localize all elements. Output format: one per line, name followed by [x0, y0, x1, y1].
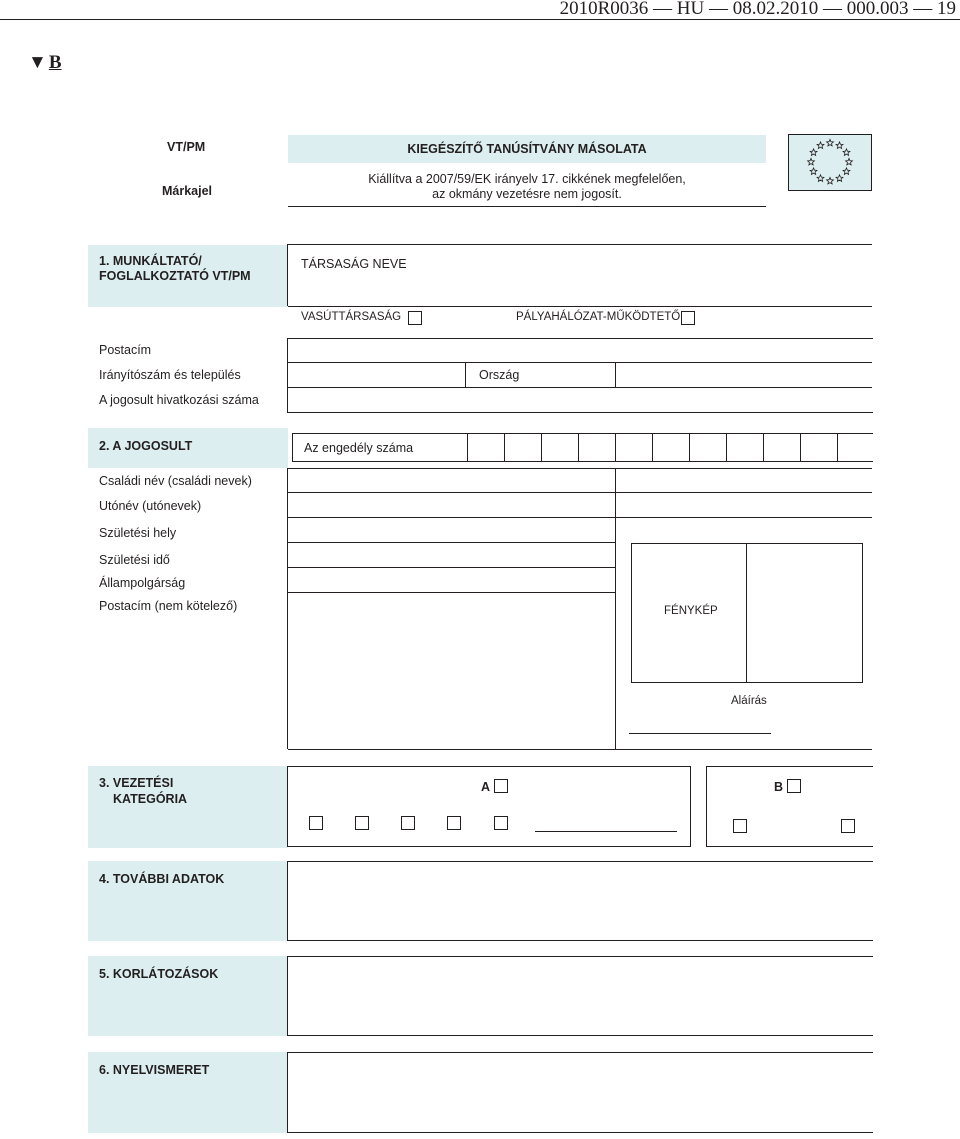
- header-rule: [0, 19, 960, 20]
- postal-address-field[interactable]: [287, 338, 873, 413]
- s2-row-line-3: [288, 542, 615, 543]
- category-a-checkbox[interactable]: [494, 779, 508, 793]
- s1-line-mid: [288, 306, 872, 307]
- triangle-marker-icon: ▼: [28, 52, 47, 73]
- s2-row-line-2: [288, 517, 872, 518]
- s2-line-bottom: [288, 749, 872, 750]
- country-divider-1: [465, 362, 466, 387]
- licence-digit-divider: [837, 433, 838, 462]
- s1-row-line-2: [288, 387, 872, 388]
- eu-star-icon: [827, 177, 834, 184]
- s2-row-line-5: [288, 592, 615, 593]
- additional-data-field[interactable]: [287, 861, 873, 941]
- licence-number-label: Az engedély száma: [304, 441, 414, 455]
- category-b-checkbox[interactable]: [787, 779, 801, 793]
- photo-divider: [746, 543, 747, 683]
- licence-digit-divider: [541, 433, 542, 462]
- family-name-label: Családi név (családi nevek): [99, 474, 252, 488]
- s1-row-line-1: [288, 362, 872, 363]
- licence-digit-divider: [615, 433, 616, 462]
- section3-heading-2: KATEGÓRIA: [113, 792, 188, 806]
- restrictions-field[interactable]: [287, 956, 873, 1036]
- s2-row-line-4: [288, 567, 615, 568]
- first-name-label: Utónév (utónevek): [99, 499, 202, 513]
- a-subcategory-checkbox-1[interactable]: [309, 816, 323, 830]
- category-a-box: [287, 766, 691, 847]
- s1-line-top: [288, 244, 872, 245]
- section1-heading-2: FOGLALKOZTATÓ VT/PM: [99, 269, 251, 283]
- company-name-label: TÁRSASÁG NEVE: [301, 257, 407, 271]
- licence-digit-divider: [652, 433, 653, 462]
- eu-star-icon: [810, 149, 817, 156]
- section6-heading: 6. NYELVISMERET: [99, 1063, 210, 1077]
- eu-star-icon: [836, 175, 843, 182]
- licence-digit-divider: [800, 433, 801, 462]
- birth-date-label: Születési idő: [99, 553, 170, 567]
- country-divider-2: [615, 362, 616, 387]
- s2-left-vline: [287, 468, 288, 749]
- category-a-label: A: [481, 780, 491, 794]
- s2-row-line-1: [288, 492, 872, 493]
- a-subcategory-checkbox-5[interactable]: [494, 816, 508, 830]
- section1-heading-1: 1. MUNKÁLTATÓ/: [99, 254, 202, 268]
- category-b-label: B: [774, 780, 784, 794]
- amendment-marker: [28, 52, 62, 74]
- s2-mid-vline: [615, 468, 616, 749]
- document-reference: 2010R0036 — HU — 08.02.2010 — 000.003 — 19: [559, 0, 956, 19]
- eu-star-icon: [817, 175, 824, 182]
- signature-label: Aláírás: [731, 695, 767, 707]
- a-subcategory-checkbox-2[interactable]: [355, 816, 369, 830]
- railway-checkbox[interactable]: [408, 311, 422, 325]
- eu-star-icon: [836, 142, 843, 149]
- country-label: Ország: [479, 368, 520, 382]
- eu-star-icon: [817, 142, 824, 149]
- postal-address-label: Postacím: [99, 343, 152, 357]
- photo-label: FÉNYKÉP: [664, 605, 718, 617]
- eu-flag-icon: [788, 134, 872, 191]
- a-subcategory-checkbox-4[interactable]: [447, 816, 461, 830]
- certificate-subtitle-2: az okmány vezetésre nem jogosít.: [432, 187, 622, 201]
- section5-heading: 5. KORLÁTOZÁSOK: [99, 967, 219, 981]
- a-other-line[interactable]: [535, 831, 677, 832]
- signature-line[interactable]: [629, 733, 771, 734]
- b-subcategory-checkbox-1[interactable]: [733, 819, 747, 833]
- language-skills-field[interactable]: [287, 1052, 873, 1133]
- a-subcategory-checkbox-3[interactable]: [401, 816, 415, 830]
- reference-number-label: A jogosult hivatkozási száma: [99, 393, 259, 407]
- birth-place-label: Születési hely: [99, 526, 177, 540]
- s1-vline: [287, 244, 288, 306]
- eu-star-icon: [808, 158, 815, 165]
- postal-optional-label: Postacím (nem kötelező): [99, 599, 238, 613]
- eu-star-icon: [827, 139, 834, 146]
- b-subcategory-checkbox-2[interactable]: [841, 819, 855, 833]
- certificate-subtitle-1: Kiállítva a 2007/59/EK irányelv 17. cikkének megfelelően,: [368, 172, 686, 186]
- s2-line-top: [288, 468, 872, 469]
- marker-letter: B: [48, 52, 62, 73]
- licence-digit-divider: [578, 433, 579, 462]
- licence-digit-divider: [763, 433, 764, 462]
- section4-heading: 4. TOVÁBBI ADATOK: [99, 872, 225, 886]
- eu-star-icon: [843, 149, 850, 156]
- nationality-label: Állampolgárság: [99, 576, 186, 590]
- brand-mark-label: Márkajel: [162, 184, 213, 198]
- eu-star-icon: [843, 168, 850, 175]
- infrastructure-checkbox[interactable]: [681, 311, 695, 325]
- licence-digit-divider: [689, 433, 690, 462]
- licence-digit-divider: [467, 433, 468, 462]
- infrastructure-label: PÁLYAHÁLÓZAT-MŰKÖDTETŐ: [516, 311, 681, 323]
- certificate-title: KIEGÉSZÍTŐ TANÚSÍTVÁNY MÁSOLATA: [407, 142, 647, 156]
- railway-label: VASÚTTÁRSASÁG: [301, 311, 402, 323]
- vtpm-label: VT/PM: [167, 140, 206, 154]
- zip-city-label: Irányítószám és település: [99, 368, 241, 382]
- title-underline: [288, 206, 766, 207]
- licence-digit-divider: [726, 433, 727, 462]
- eu-star-icon: [846, 158, 853, 165]
- section3-heading-1: 3. VEZETÉSI: [99, 776, 174, 790]
- eu-star-icon: [810, 168, 817, 175]
- section2-heading: 2. A JOGOSULT: [99, 439, 193, 453]
- licence-digit-divider: [504, 433, 505, 462]
